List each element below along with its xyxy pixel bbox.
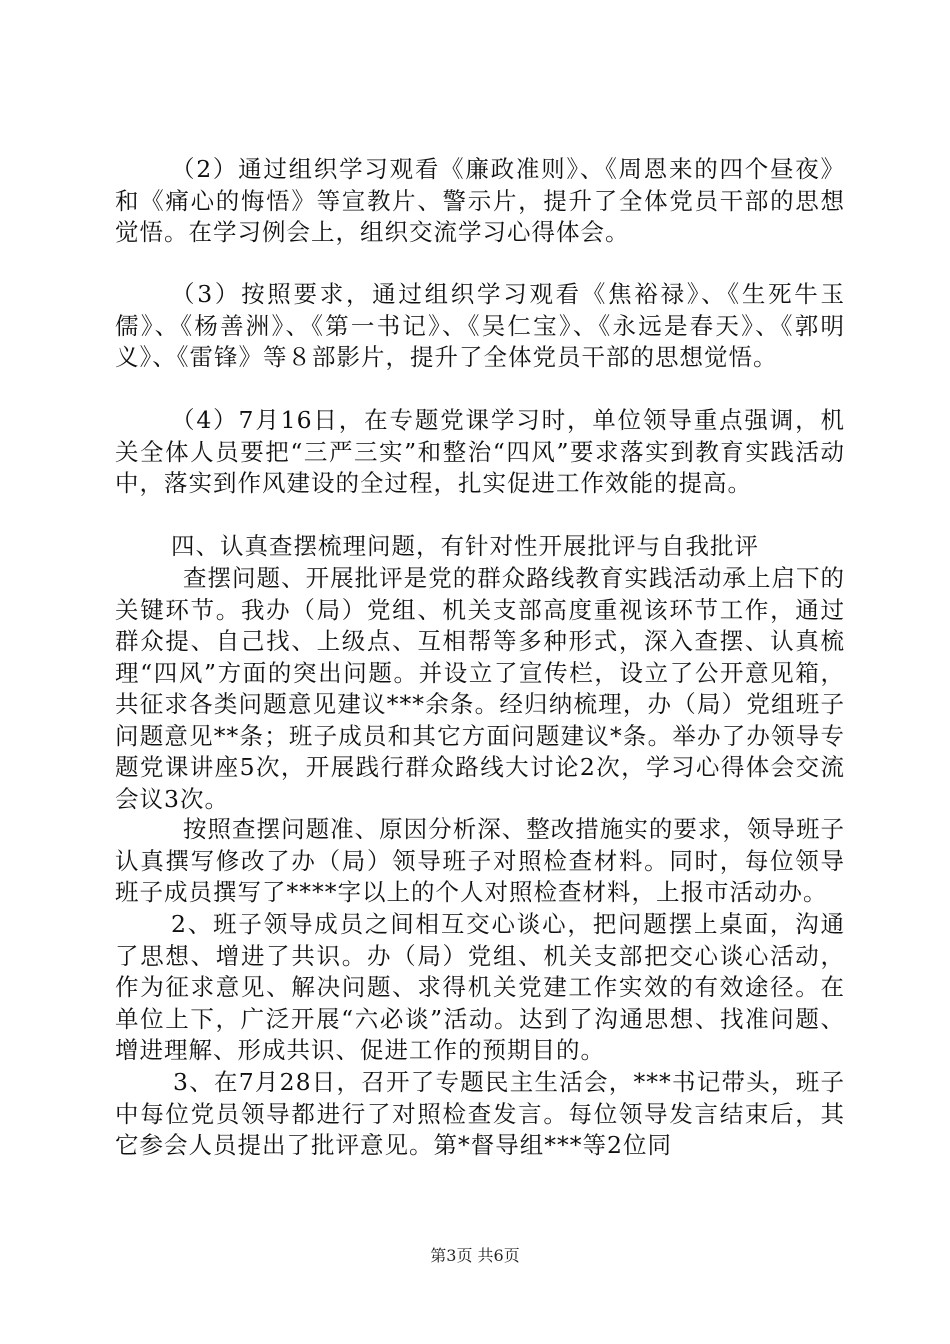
paragraph-2: （2）通过组织学习观看《廉政准则》、《周恩来的四个昼夜》和《痛心的悔悟》等宣教片、警示片，提升了全体党员干部的思想觉悟。在学习例会上，组织交流学习心得体会。 bbox=[115, 155, 845, 246]
paragraph-3: （3）按照要求，通过组织学习观看《焦裕禄》、《生死牛玉儒》、《杨善洲》、《第一书记》、《吴仁宝》、《永远是春天》、《郭明义》、《雷锋》等８部影片，提升了全体党员干部的思想觉悟。 bbox=[115, 280, 845, 371]
paragraph-democratic-meeting: 3、在7月28日，召开了专题民主生活会，***书记带头，班子中每位党员领导都进行了对照检查发言。每位领导发言结束后，其它参会人员提出了批评意见。第*督导组***等2位同 bbox=[115, 1068, 845, 1159]
section-heading-four: 四、认真查摆梳理问题，有针对性开展批评与自我批评 bbox=[171, 532, 759, 560]
paragraph-4: （4）7月16日，在专题党课学习时，单位领导重点强调，机关全体人员要把“三严三实”和整治“四风”要求落实到教育实践活动中，落实到作风建设的全过程，扎实促进工作效能的提高。 bbox=[115, 406, 845, 497]
paragraph-talks: 2、班子领导成员之间相互交心谈心，把问题摆上桌面，沟通了思想、增进了共识。办（局）党组、机关支部把交心谈心活动，作为征求意见、解决问题、求得机关党建工作实效的有效途径。在单位上下，广泛开展“六必谈”活动。达到了沟通思想、找准问题、增进理解、形成共识、促进工作的预期目的。 bbox=[115, 910, 845, 1064]
paragraph-self-check: 查摆问题、开展批评是党的群众路线教育实践活动承上启下的关键环节。我办（局）党组、机关支部高度重视该环节工作，通过群众提、自己找、上级点、互相帮等多种形式，深入查摆、认真梳理“四风”方面的突出问题。并设立了宣传栏，设立了公开意见箱，共征求各类问题意见建议***余条。经归纳梳理，办（局）党组班子问题意见**条；班子成员和其它方面问题建议*条。举办了办领导专题党课讲座5次，开展践行群众路线大讨论2次，学习心得体会交流会议3次。 bbox=[115, 564, 845, 813]
page-footer: 第3页 共6页 bbox=[430, 1246, 520, 1265]
paragraph-review-materials: 按照查摆问题准、原因分析深、整改措施实的要求，领导班子认真撰写修改了办（局）领导班子对照检查材料。同时，每位领导班子成员撰写了****字以上的个人对照检查材料，上报市活动办。 bbox=[115, 815, 845, 906]
